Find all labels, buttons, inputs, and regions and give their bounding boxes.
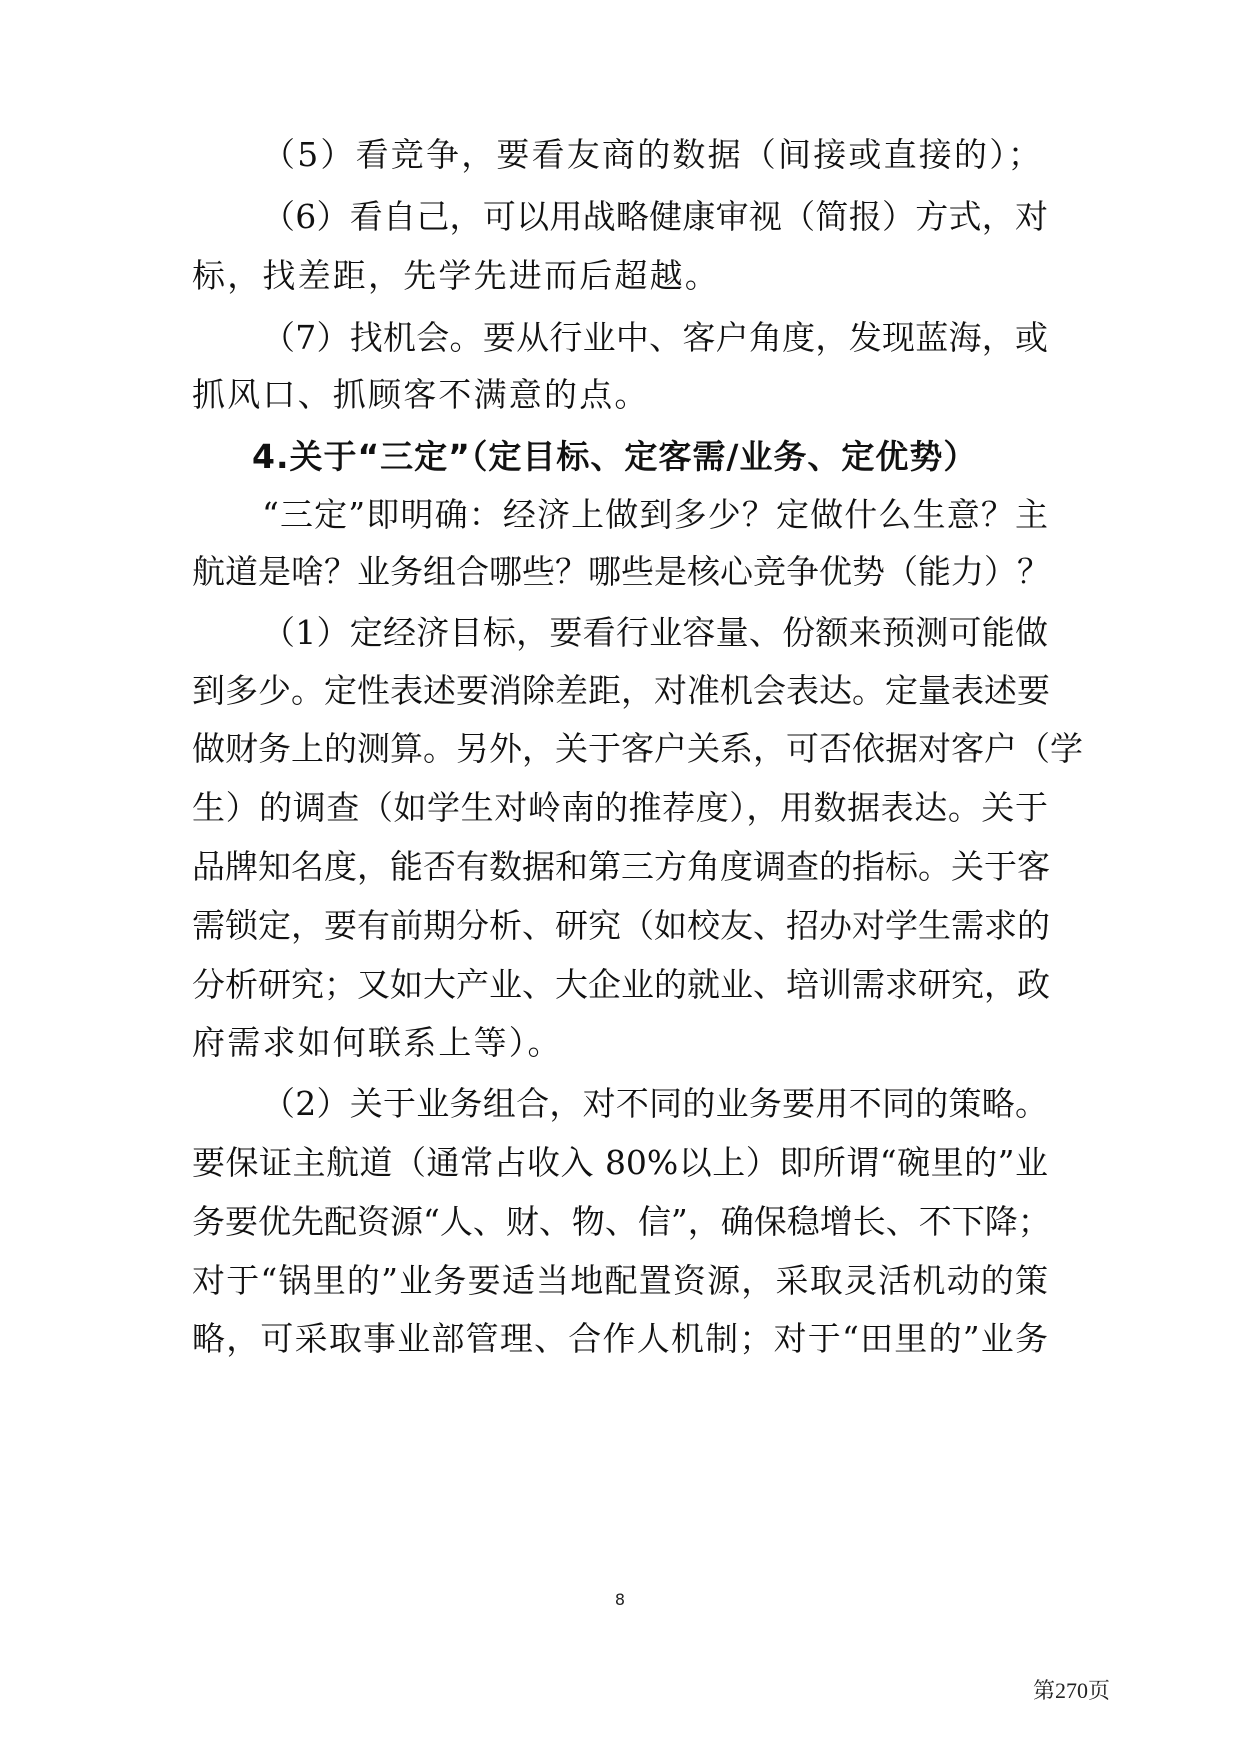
para-1-line-7: 分析研究；又如大产业、大企业的就业、培训需求研究，政 bbox=[192, 965, 1050, 1004]
section-heading: 4.关于“三定”（定目标、定客需/业务、定优势） bbox=[252, 437, 978, 476]
para-1-line-2: 到多少。定性表述要消除差距，对准机会表达。定量表述要 bbox=[192, 671, 1050, 710]
para-1-line-8: 府需求如何联系上等）。 bbox=[192, 1023, 563, 1062]
intro-line-2: 航道是啥？业务组合哪些？哪些是核心竞争优势（能力）？ bbox=[192, 552, 1050, 591]
para-5-line-1: （5）看竞争，要看友商的数据（间接或直接的）； bbox=[262, 135, 1044, 174]
para-7-line-2: 抓风口、抓顾客不满意的点。 bbox=[192, 375, 650, 414]
intro-line-1: “三定”即明确：经济上做到多少？定做什么生意？主 bbox=[262, 495, 1048, 534]
para-1-line-5: 品牌知名度，能否有数据和第三方角度调查的指标。关于客 bbox=[192, 847, 1050, 886]
para-6-line-2: 标，找差距，先学先进而后超越。 bbox=[192, 256, 720, 295]
footer-page-label: 第270页 bbox=[1032, 1678, 1110, 1703]
para-2-line-3: 务要优先配资源“人、财、物、信”，确保稳增长、不下降； bbox=[192, 1202, 1051, 1241]
para-1-line-1: （1）定经济目标，要看行业容量、份额来预测可能做 bbox=[262, 613, 1048, 652]
para-6-line-1: （6）看自己，可以用战略健康审视（简报）方式，对 bbox=[262, 197, 1048, 236]
para-1-line-3: 做财务上的测算。另外，关于客户关系，可否依据对客户（学 bbox=[192, 729, 1083, 768]
para-2-line-1: （2）关于业务组合，对不同的业务要用不同的策略。 bbox=[262, 1084, 1048, 1123]
para-2-line-2: 要保证主航道（通常占收入 80%以上）即所谓“碗里的”业 bbox=[192, 1143, 1048, 1182]
para-1-line-4: 生）的调查（如学生对岭南的推荐度），用数据表达。关于 bbox=[192, 788, 1048, 827]
para-7-line-1: （7）找机会。要从行业中、客户角度，发现蓝海，或 bbox=[262, 318, 1048, 357]
page-number: 8 bbox=[614, 1590, 626, 1609]
para-2-line-5: 略，可采取事业部管理、合作人机制；对于“田里的”业务 bbox=[192, 1319, 1048, 1358]
para-1-line-6: 需锁定，要有前期分析、研究（如校友、招办对学生需求的 bbox=[192, 906, 1050, 945]
para-2-line-4: 对于“锅里的”业务要适当地配置资源，采取灵活机动的策 bbox=[192, 1261, 1048, 1300]
